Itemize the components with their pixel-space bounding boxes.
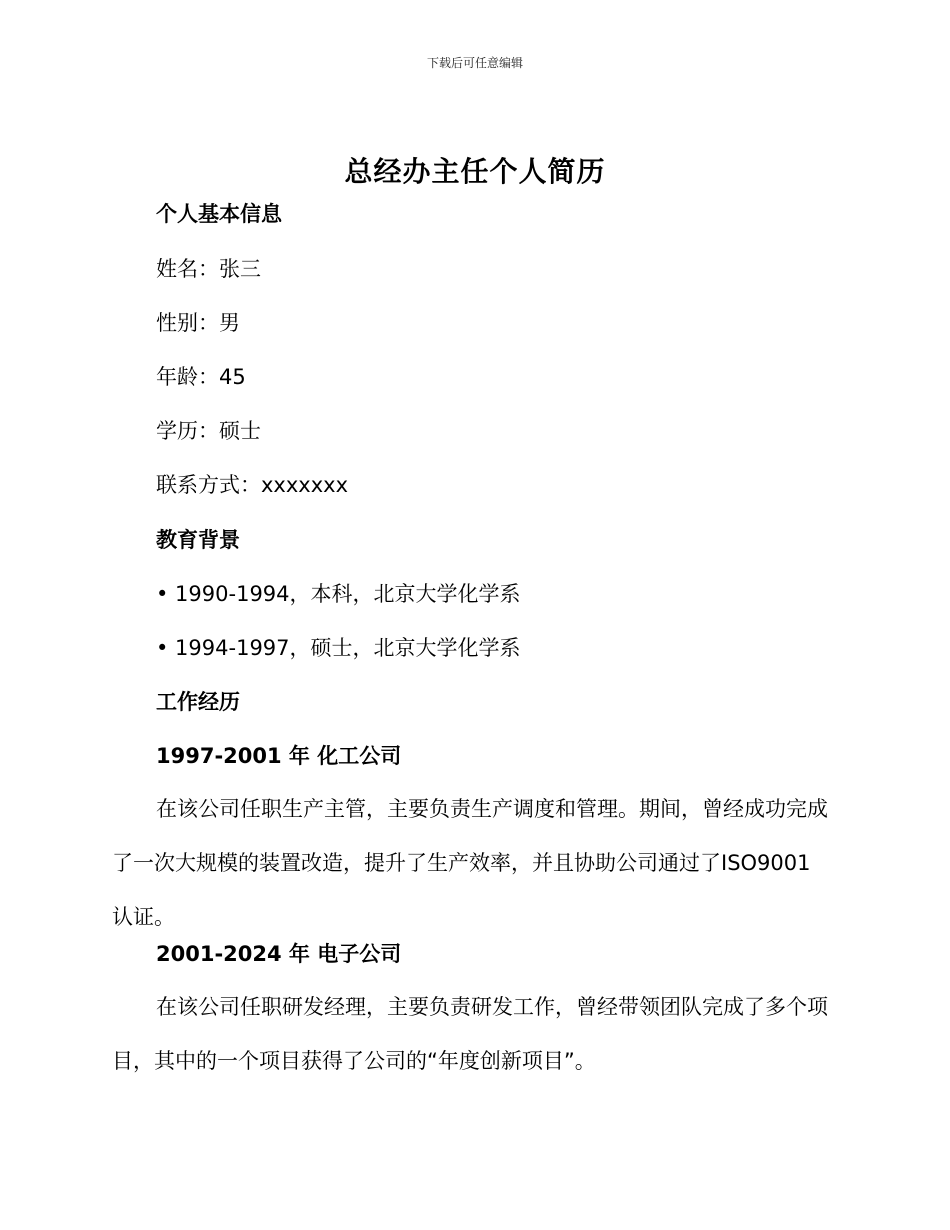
info-degree: 学历：硕士 <box>156 419 261 443</box>
job-description: 在该公司任职生产主管，主要负责生产调度和管理。期间，曾经成功完成了一次大规模的装置改造，提升了生产效率，并且协助公司通过了ISO9001 认证。 <box>112 797 828 929</box>
education-item: • 1990-1994，本科，北京大学化学系 <box>156 582 521 606</box>
education-item: • 1994-1997，硕士，北京大学化学系 <box>156 636 521 660</box>
work-heading: 工作经历 <box>156 690 240 714</box>
page-header-note: 下载后可任意编辑 <box>426 56 523 70</box>
job-description: 在该公司任职研发经理，主要负责研发工作，曾经带领团队完成了多个项目，其中的一个项目获得了公司的“年度创新项目”。 <box>112 995 828 1073</box>
basic-info-heading: 个人基本信息 <box>156 202 282 226</box>
job-title: 1997-2001 年 化工公司 <box>156 744 402 768</box>
info-name: 姓名：张三 <box>156 257 261 281</box>
info-contact: 联系方式：xxxxxxx <box>156 473 348 497</box>
document-title: 总经办主任个人简历 <box>344 155 606 188</box>
info-age: 年龄：45 <box>156 365 246 389</box>
education-heading: 教育背景 <box>156 528 240 552</box>
job-title: 2001-2024 年 电子公司 <box>156 942 402 966</box>
info-gender: 性别：男 <box>156 311 240 335</box>
